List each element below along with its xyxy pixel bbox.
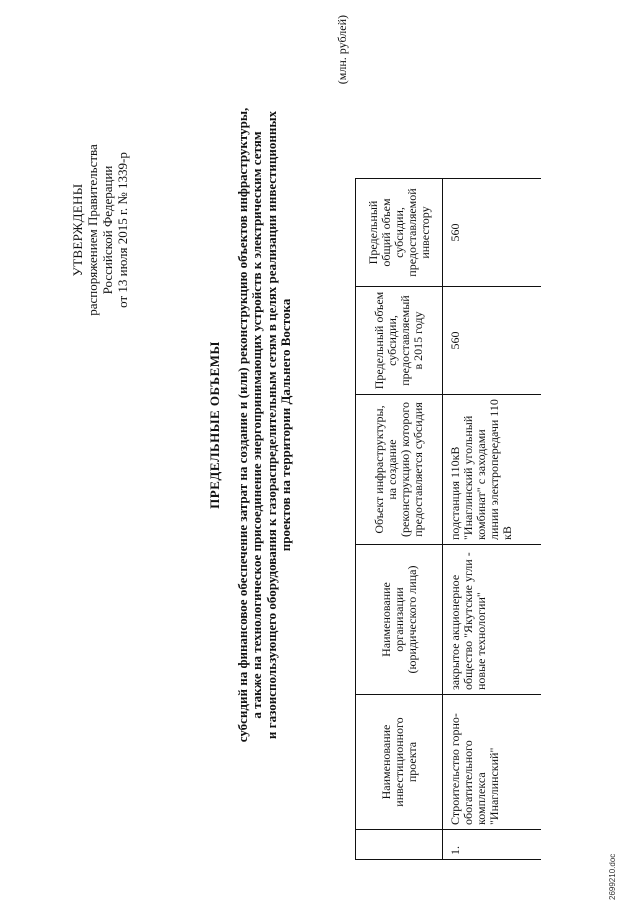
cell-num: 1. (443, 830, 542, 860)
cell-project: Строительство горно-обогатительного комплекса "Инаглинский" (443, 695, 542, 830)
approval-line: от 13 июля 2015 г. № 1339-р (115, 152, 130, 308)
title-line: субсидий на финансовое обеспечение затрат на создание и (или) реконструкцию объектов инфраструктуры, (234, 107, 250, 743)
units-label: (млн. рублей) (335, 15, 349, 85)
approval-block (70, 110, 130, 350)
subsidy-table (355, 178, 541, 860)
header-cell-object: Объект инфраструктуры, на создание (реконструкцию) которого предоставляется субсидия (356, 395, 443, 545)
cell-org: закрытое акционерное общество "Якутские угли - новые технологии" (443, 545, 542, 695)
cell-amount-2015: 560 (443, 287, 542, 395)
cell-object: подстанция 110кВ "Инаглинский угольный комбинат" с заходами линии электропередачи 110 кВ (443, 395, 542, 545)
title-line: а также на технологическое присоединение энергопринимающих устройств к электрическим сетям (249, 131, 264, 719)
table-row (443, 179, 542, 860)
document-title (208, 15, 294, 835)
header-cell-num (356, 830, 443, 860)
title-main: ПРЕДЕЛЬНЫЕ ОБЪЕМЫ (207, 341, 222, 509)
cell-amount-total: 560 (443, 179, 542, 287)
header-cell-org: Наименование организации (юридического лица) (356, 545, 443, 695)
title-line: и газоиспользующего оборудования к газораспределительным сетям в целях реализации инвестиционных (263, 110, 279, 740)
approval-line: Российской Федерации (100, 165, 115, 295)
approval-line: распоряжением Правительства (85, 144, 100, 316)
header-cell-amount-2015: Предельный объем субсидии, предоставляемый в 2015 году (356, 287, 443, 395)
approval-heading: УТВЕРЖДЕНЫ (70, 183, 85, 277)
header-cell-project: Наименование инвестиционного проекта (356, 695, 443, 830)
file-reference: 2699210.doc (608, 853, 617, 900)
header-cell-amount-total: Предельный общий объем субсидии, предоставляемой инвестору (356, 179, 443, 287)
table-header-row (356, 179, 443, 860)
title-line: проектов на территории Дальнего Востока (278, 298, 293, 552)
